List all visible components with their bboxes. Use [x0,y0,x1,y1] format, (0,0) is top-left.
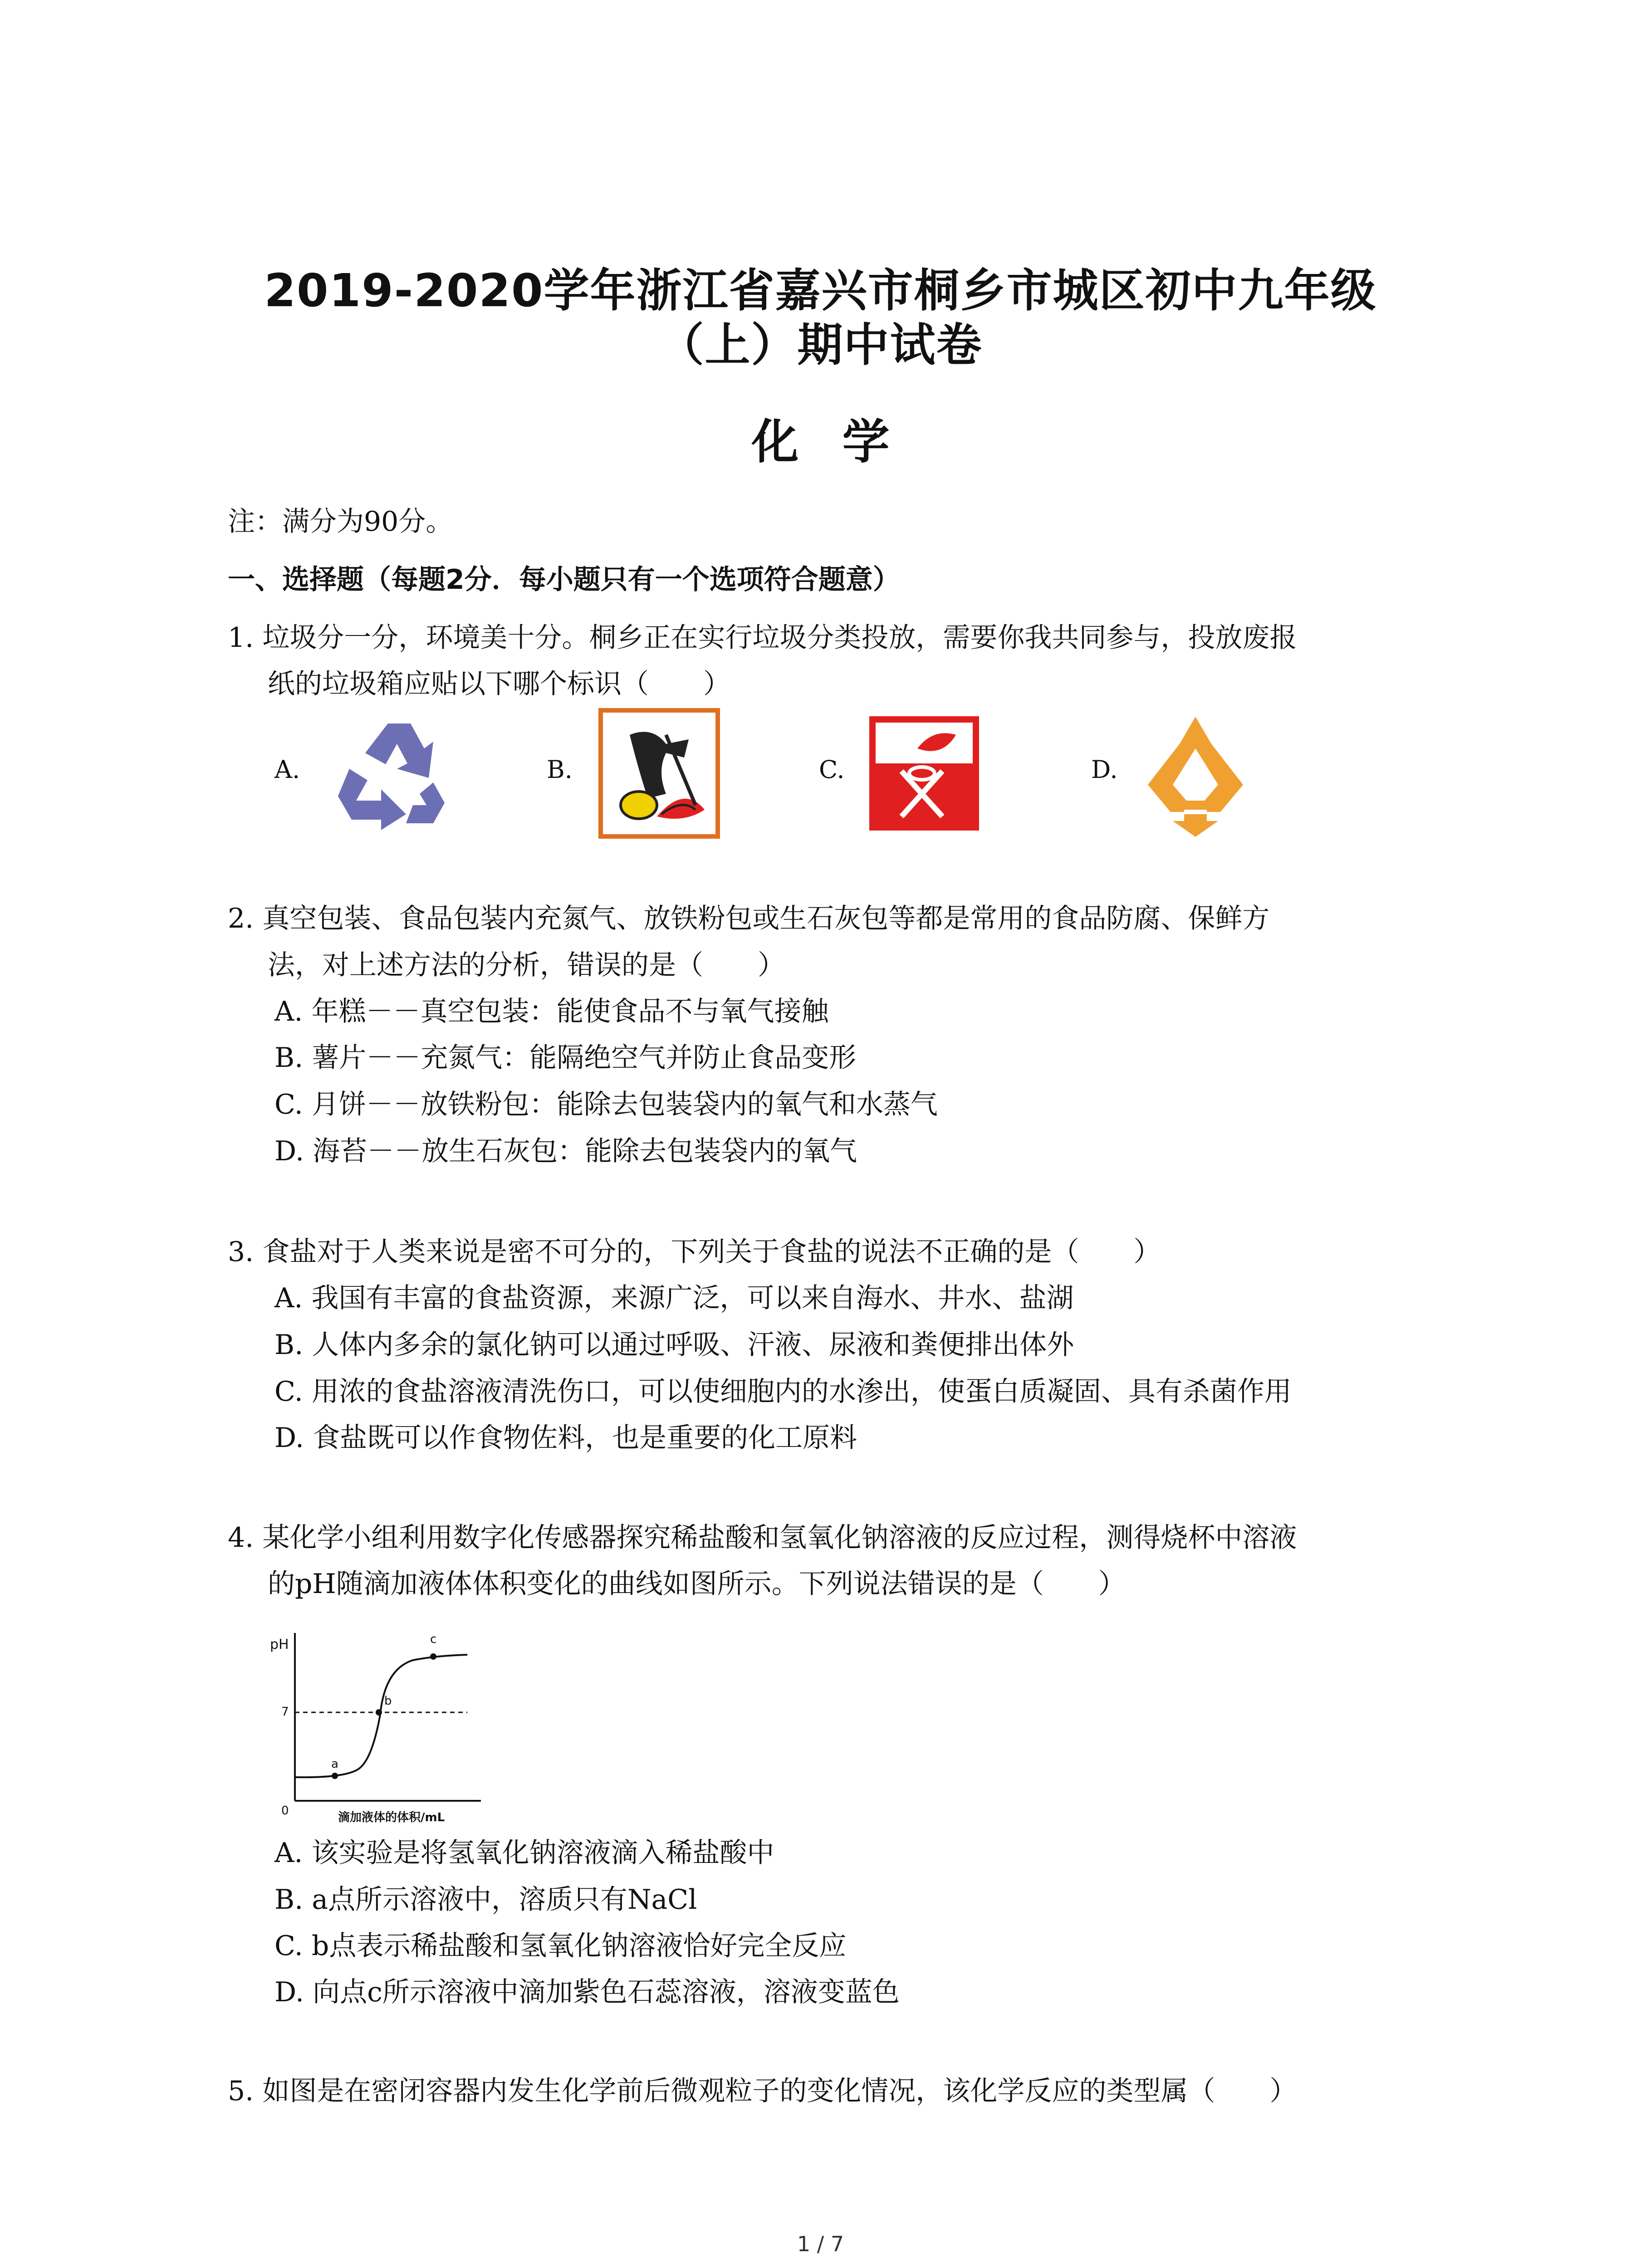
q1-line2: 纸的垃圾箱应贴以下哪个标识（ ） [268,668,730,700]
q5-line1: 5. 如图是在密闭容器内发生化学前后微观粒子的变化情况，该化学反应的类型属（ ） [228,2075,1297,2107]
q1-line1: 1. 垃圾分一分，环境美十分。桐乡正在实行垃圾分类投放，需要你我共同参与，投放废报 [228,622,1297,654]
subject-heading: 化 学 [751,414,890,469]
point-a-label: a [331,1757,338,1771]
q1-option-c-label: C. [819,755,845,784]
q4-option-a: A. 该实验是将氢氧化钠溶液滴入稀盐酸中 [274,1837,774,1869]
point-b [376,1709,382,1716]
y-tick-7: 7 [281,1705,289,1719]
page-number: 1 / 7 [797,2232,844,2256]
q4-option-b: B. a点所示溶液中，溶质只有NaCl [274,1884,697,1916]
title-line1: 2019-2020学年浙江省嘉兴市桐乡市城区初中九年级 [264,264,1377,317]
q1-option-a-label: A. [274,755,300,784]
title-line2: （上）期中试卷 [658,318,983,371]
q4-line1: 4. 某化学小组利用数字化传感器探究稀盐酸和氢氧化钠溶液的反应过程，测得烧杯中溶液 [228,1522,1297,1554]
ph-curve [295,1655,467,1777]
point-a [332,1773,338,1779]
kitchen-waste-icon [598,708,720,839]
q3-option-a: A. 我国有丰富的食盐资源，来源广泛，可以来自海水、井水、盐湖 [274,1282,1074,1314]
q2-option-d: D. 海苔－－放生石灰包：能除去包装袋内的氧气 [274,1135,857,1167]
q3-line1: 3. 食盐对于人类来说是密不可分的，下列关于食盐的说法不正确的是（ ） [228,1236,1161,1268]
section-heading: 一、选择题（每题2分．每小题只有一个选项符合题意） [228,564,900,596]
q2-option-b: B. 薯片－－充氮气：能隔绝空气并防止食品变形 [274,1042,857,1074]
q4-line2: 的pH随滴加液体体积变化的曲线如图所示。下列说法错误的是（ ） [268,1568,1126,1600]
ph-titration-chart [263,1615,499,1842]
q1-option-d-label: D. [1091,755,1118,784]
q3-option-d: D. 食盐既可以作食物佐料，也是重要的化工原料 [274,1422,857,1454]
q3-option-c: C. 用浓的食盐溶液清洗伤口，可以使细胞内的水渗出，使蛋白质凝固、具有杀菌作用 [274,1376,1292,1408]
other-waste-icon [1139,712,1252,839]
q2-option-a: A. 年糕－－真空包装：能使食品不与氧气接触 [274,996,829,1027]
harmful-waste-icon [867,714,981,832]
recycling-icon [322,714,454,837]
q4-option-d: D. 向点c所示溶液中滴加紫色石蕊溶液，溶液变蓝色 [274,1976,900,2008]
q3-option-b: B. 人体内多余的氯化钠可以通过呼吸、汗液、尿液和粪便排出体外 [274,1329,1074,1361]
q4-option-c: C. b点表示稀盐酸和氢氧化钠溶液恰好完全反应 [274,1930,847,1962]
score-note: 注：满分为90分。 [228,506,453,538]
q1-option-b-label: B. [547,755,573,784]
point-c [430,1653,436,1660]
q2-line2: 法，对上述方法的分析，错误的是（ ） [268,949,785,981]
y-axis-label: pH [270,1637,289,1652]
point-b-label: b [384,1694,392,1708]
origin-label: 0 [281,1804,289,1818]
x-axis-label: 滴加液体的体积/mL [338,1811,445,1824]
q2-line1: 2. 真空包装、食品包装内充氮气、放铁粉包或生石灰包等都是常用的食品防腐、保鲜方 [228,903,1270,934]
point-c-label: c [430,1633,437,1646]
q2-option-c: C. 月饼－－放铁粉包：能除去包装袋内的氧气和水蒸气 [274,1089,938,1120]
